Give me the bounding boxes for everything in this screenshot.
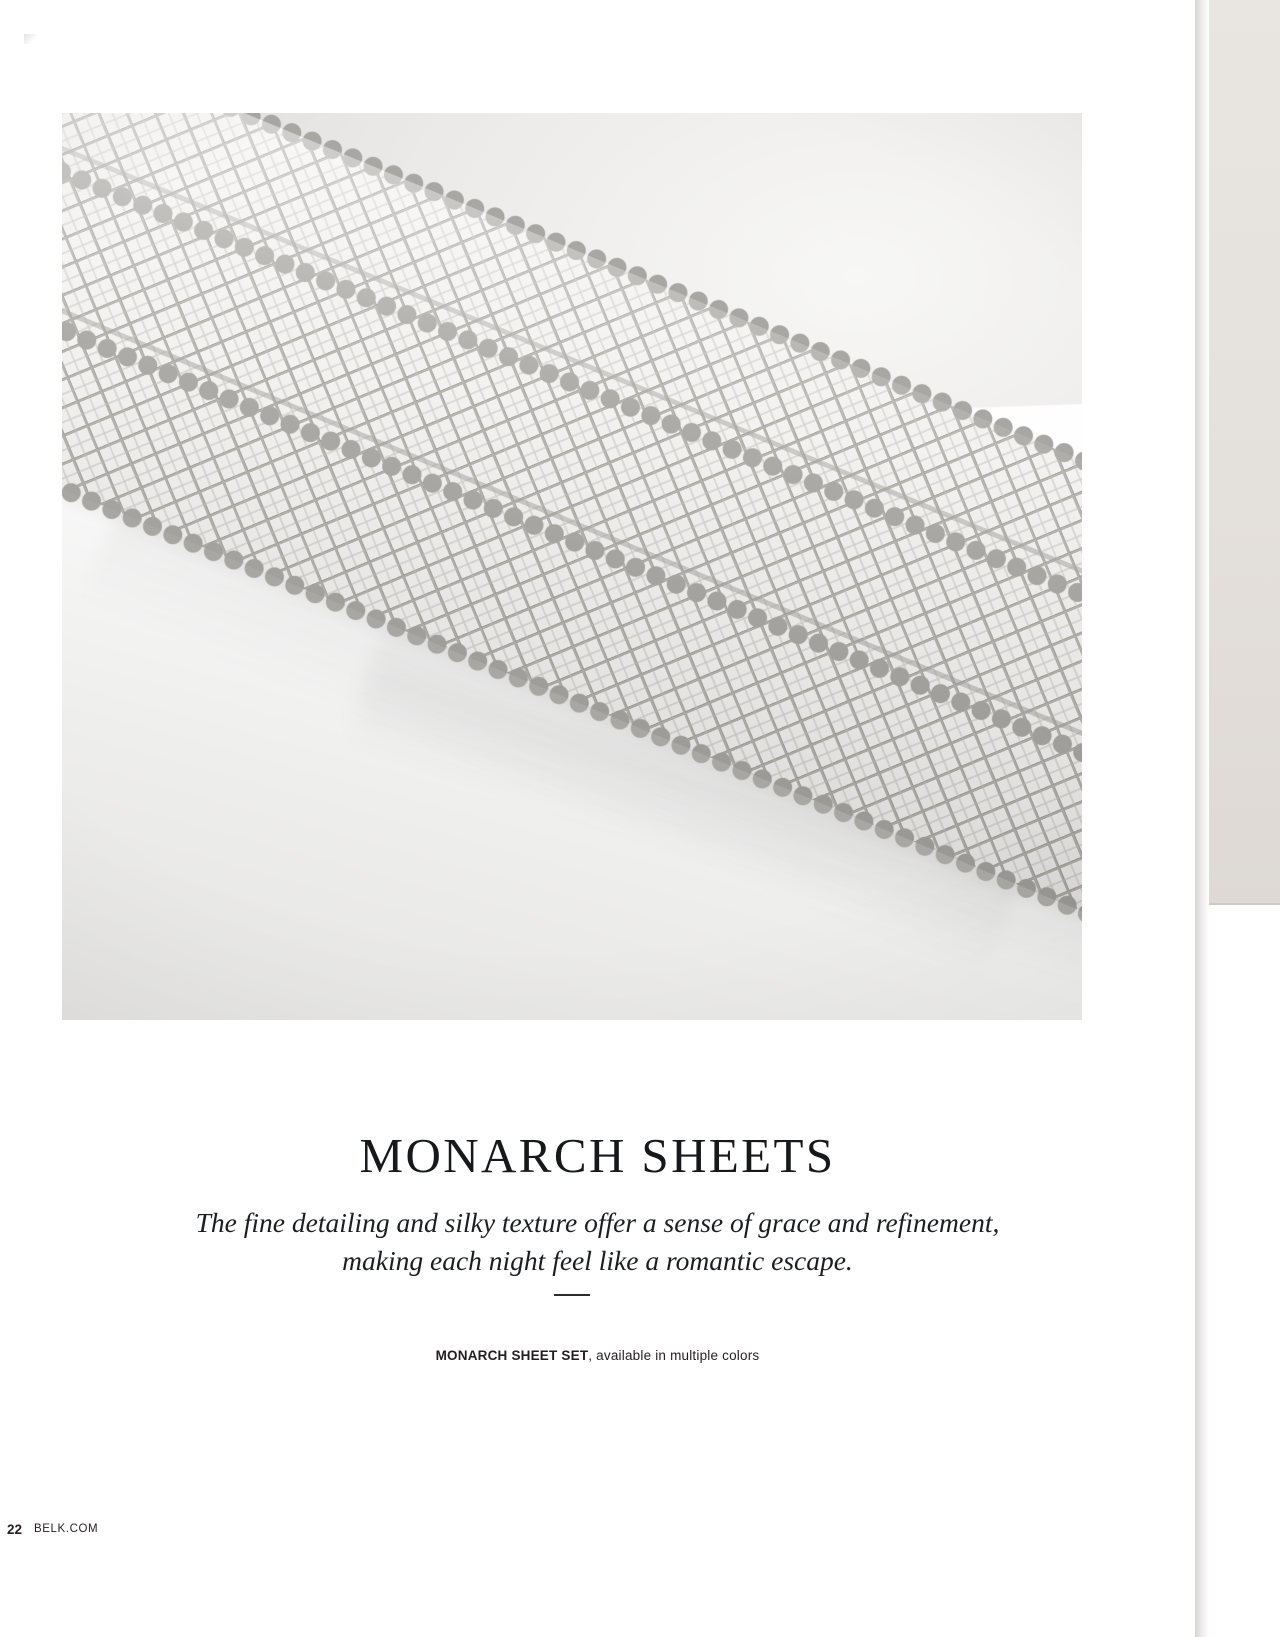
photo-vignette <box>62 113 1082 1020</box>
product-name: MONARCH SHEET SET <box>435 1347 589 1363</box>
product-caption <box>0 1348 1195 1363</box>
page-gutter-shadow <box>1195 0 1209 1637</box>
product-detail: , available in multiple colors <box>588 1347 760 1363</box>
page-corner-mark <box>24 34 38 44</box>
page-number: 22 <box>6 1521 22 1537</box>
page-footer <box>0 1514 1195 1544</box>
divider <box>554 1294 590 1296</box>
page-subhead: The fine detailing and silky texture offer a sense of grace and refinement, making each night feel like a romantic escape. <box>195 1206 1000 1276</box>
footer-website: BELK.COM <box>34 1523 99 1535</box>
product-photo <box>62 113 1082 1020</box>
adjacent-page-bottom <box>1209 905 1280 1637</box>
adjacent-page-edge <box>1195 0 1280 1637</box>
adjacent-page-top <box>1209 0 1280 905</box>
page-title: MONARCH SHEETS <box>359 1127 836 1183</box>
